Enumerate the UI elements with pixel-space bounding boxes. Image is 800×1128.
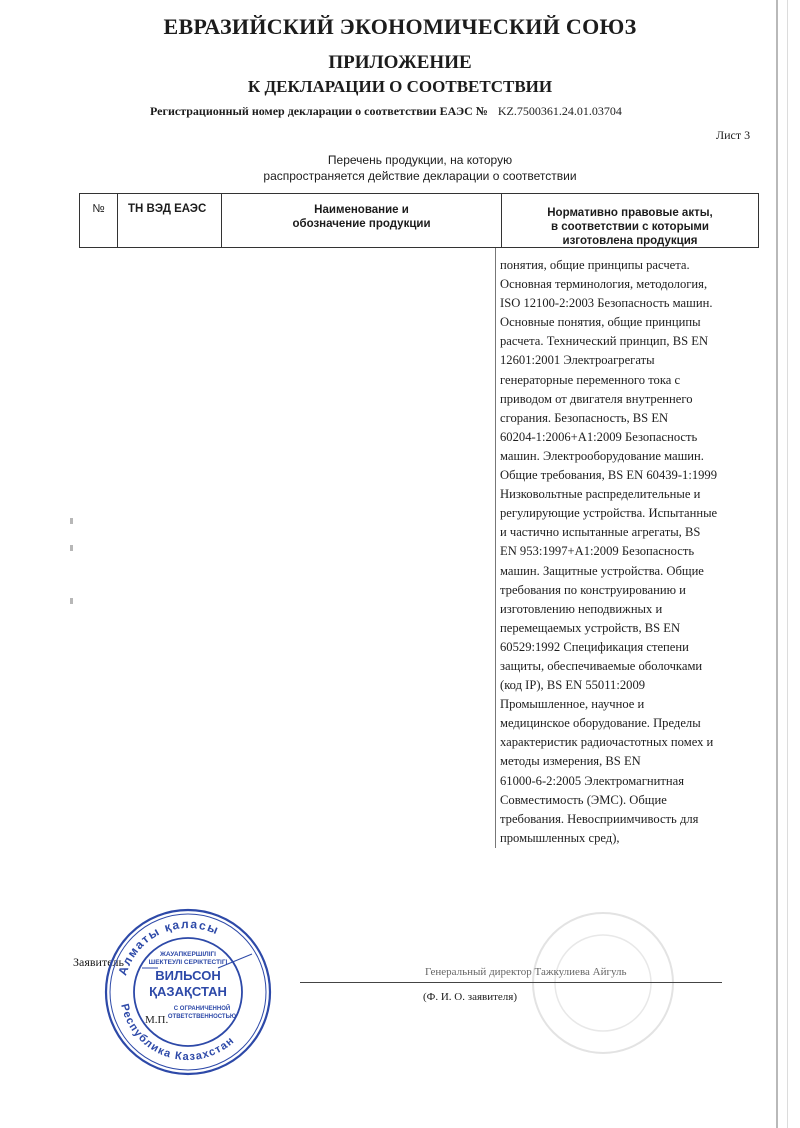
col-regulations-line2: в соответствии с которыми <box>551 221 709 233</box>
regulation-line: изготовлению неподвижных и <box>500 601 663 616</box>
regulation-line: Общие требования, BS EN 60439-1:1999 <box>500 468 718 483</box>
products-table-header <box>79 193 759 248</box>
regulation-line: машин. Электрооборудование машин. <box>500 448 704 463</box>
regulation-line: методы измерения, BS EN <box>500 754 641 769</box>
seal-small1: С ОГРАНИЧЕННОЙ <box>173 1006 231 1012</box>
regulation-line: понятия, общие принципы расчета. <box>500 258 690 272</box>
regulation-line: регулирующие устройства. Испытанные <box>500 506 718 521</box>
col-product-name <box>222 194 502 247</box>
regulation-line: медицинское оборудование. Пределы <box>500 716 701 731</box>
regulation-line: Низковольтные распределительные и <box>500 487 701 502</box>
page-edge-shadow <box>787 0 788 1128</box>
col-regulations-line1: Нормативно правовые акты, <box>547 207 713 219</box>
seal-outer-bottom-text: Республика Казахстан <box>118 1002 238 1064</box>
scan-speck <box>70 545 73 551</box>
regulation-line: и частично испытанные агрегаты, BS <box>500 525 701 540</box>
list-heading <box>200 152 640 184</box>
regulation-line: перемещаемых устройств, BS EN <box>500 620 681 635</box>
applicant-label: Заявитель <box>73 955 124 969</box>
regulation-line: приводом от двигателя внутреннего <box>500 391 693 406</box>
regulation-line: Основные понятия, общие принципы <box>500 315 701 330</box>
regulation-line: ISO 12100-2:2003 Безопасность машин. <box>500 296 713 311</box>
regulation-line: сгорания. Безопасность, BS EN <box>500 410 669 425</box>
list-heading-line1: Перечень продукции, на которую <box>327 153 513 167</box>
scan-speck <box>70 518 73 524</box>
regulation-line: 12601:2001 Электроагрегаты <box>500 353 655 368</box>
scan-speck <box>70 598 73 604</box>
list-heading-line2: распространяется действие декларации о соответствии <box>263 169 577 183</box>
col-hs-code: ТН ВЭД ЕАЭС <box>118 194 222 247</box>
regulation-line: 60529:1992 Спецификация степени <box>500 639 689 654</box>
col-number: № <box>80 194 118 247</box>
seal-small2: ОТВЕТСТВЕННОСТЬЮ <box>167 1014 237 1020</box>
signature-line <box>300 982 722 983</box>
seal-line2: ШЕКТЕУЛІ СЕРІКТЕСТІГІ <box>148 959 228 966</box>
regulation-line: требования по конструированию и <box>500 582 686 597</box>
declaration-title: К ДЕКЛАРАЦИИ О СООТВЕТСТВИИ <box>247 77 553 96</box>
seal-place-label: М.П. <box>145 1014 169 1026</box>
regulation-line: EN 953:1997+A1:2009 Безопасность <box>500 544 695 559</box>
regulation-line: требования. Невосприимчивость для <box>500 811 699 826</box>
company-seal <box>102 906 274 1078</box>
regulation-line: характеристик радиочастотных помех и <box>500 735 714 750</box>
faded-stamp-imprint <box>528 908 678 1058</box>
column-divider <box>495 248 496 848</box>
regulation-line: (код IP), BS EN 55011:2009 <box>500 678 646 693</box>
regulation-line: Основная терминология, методология, <box>500 277 708 292</box>
seal-name1: ВИЛЬСОН <box>155 968 221 983</box>
regulation-line: Совместимость (ЭМС). Общие <box>500 792 667 807</box>
appendix-title: ПРИЛОЖЕНИЕ <box>328 52 472 73</box>
regulations-text <box>500 256 762 848</box>
regulation-line: защиты, обеспечиваемые оболочками <box>500 658 703 673</box>
seal-outer-top-text: Алматы қаласы <box>115 916 222 978</box>
seal-line1: ЖАУАПКЕРШІЛІГІ <box>160 951 216 958</box>
registration-label: Регистрационный номер декларации о соответствии ЕАЭС № <box>150 104 488 118</box>
regulation-line: расчета. Технический принцип, BS EN <box>500 334 709 349</box>
registration-number: KZ.7500361.24.01.03704 <box>497 104 622 118</box>
regulation-line: машин. Защитные устройства. Общие <box>500 563 704 578</box>
registration-line <box>150 104 622 119</box>
director-name: Генеральный директор Тажкулиева Айгуль <box>425 966 627 978</box>
seal-name2: ҚАЗАҚСТАН <box>149 984 227 999</box>
sheet-number: Лист 3 <box>716 128 751 142</box>
col-regulations <box>502 194 758 247</box>
applicant-fio-caption: (Ф. И. О. заявителя) <box>423 991 518 1003</box>
regulation-line: генераторные переменного тока с <box>500 372 681 387</box>
col-regulations-line3: изготовлена продукция <box>562 235 698 247</box>
regulation-line: 61000-6-2:2005 Электромагнитная <box>500 773 685 788</box>
regulation-line: промышленных сред), <box>500 830 620 845</box>
page-edge <box>776 0 778 1128</box>
document-title: ЕВРАЗИЙСКИЙ ЭКОНОМИЧЕСКИЙ СОЮЗ <box>163 14 637 39</box>
regulation-line: 60204-1:2006+A1:2009 Безопасность <box>500 429 698 444</box>
regulation-line: Промышленное, научное и <box>500 697 645 712</box>
col-product-name-line2: обозначение продукции <box>292 218 431 230</box>
col-product-name-line1: Наименование и <box>314 204 409 216</box>
